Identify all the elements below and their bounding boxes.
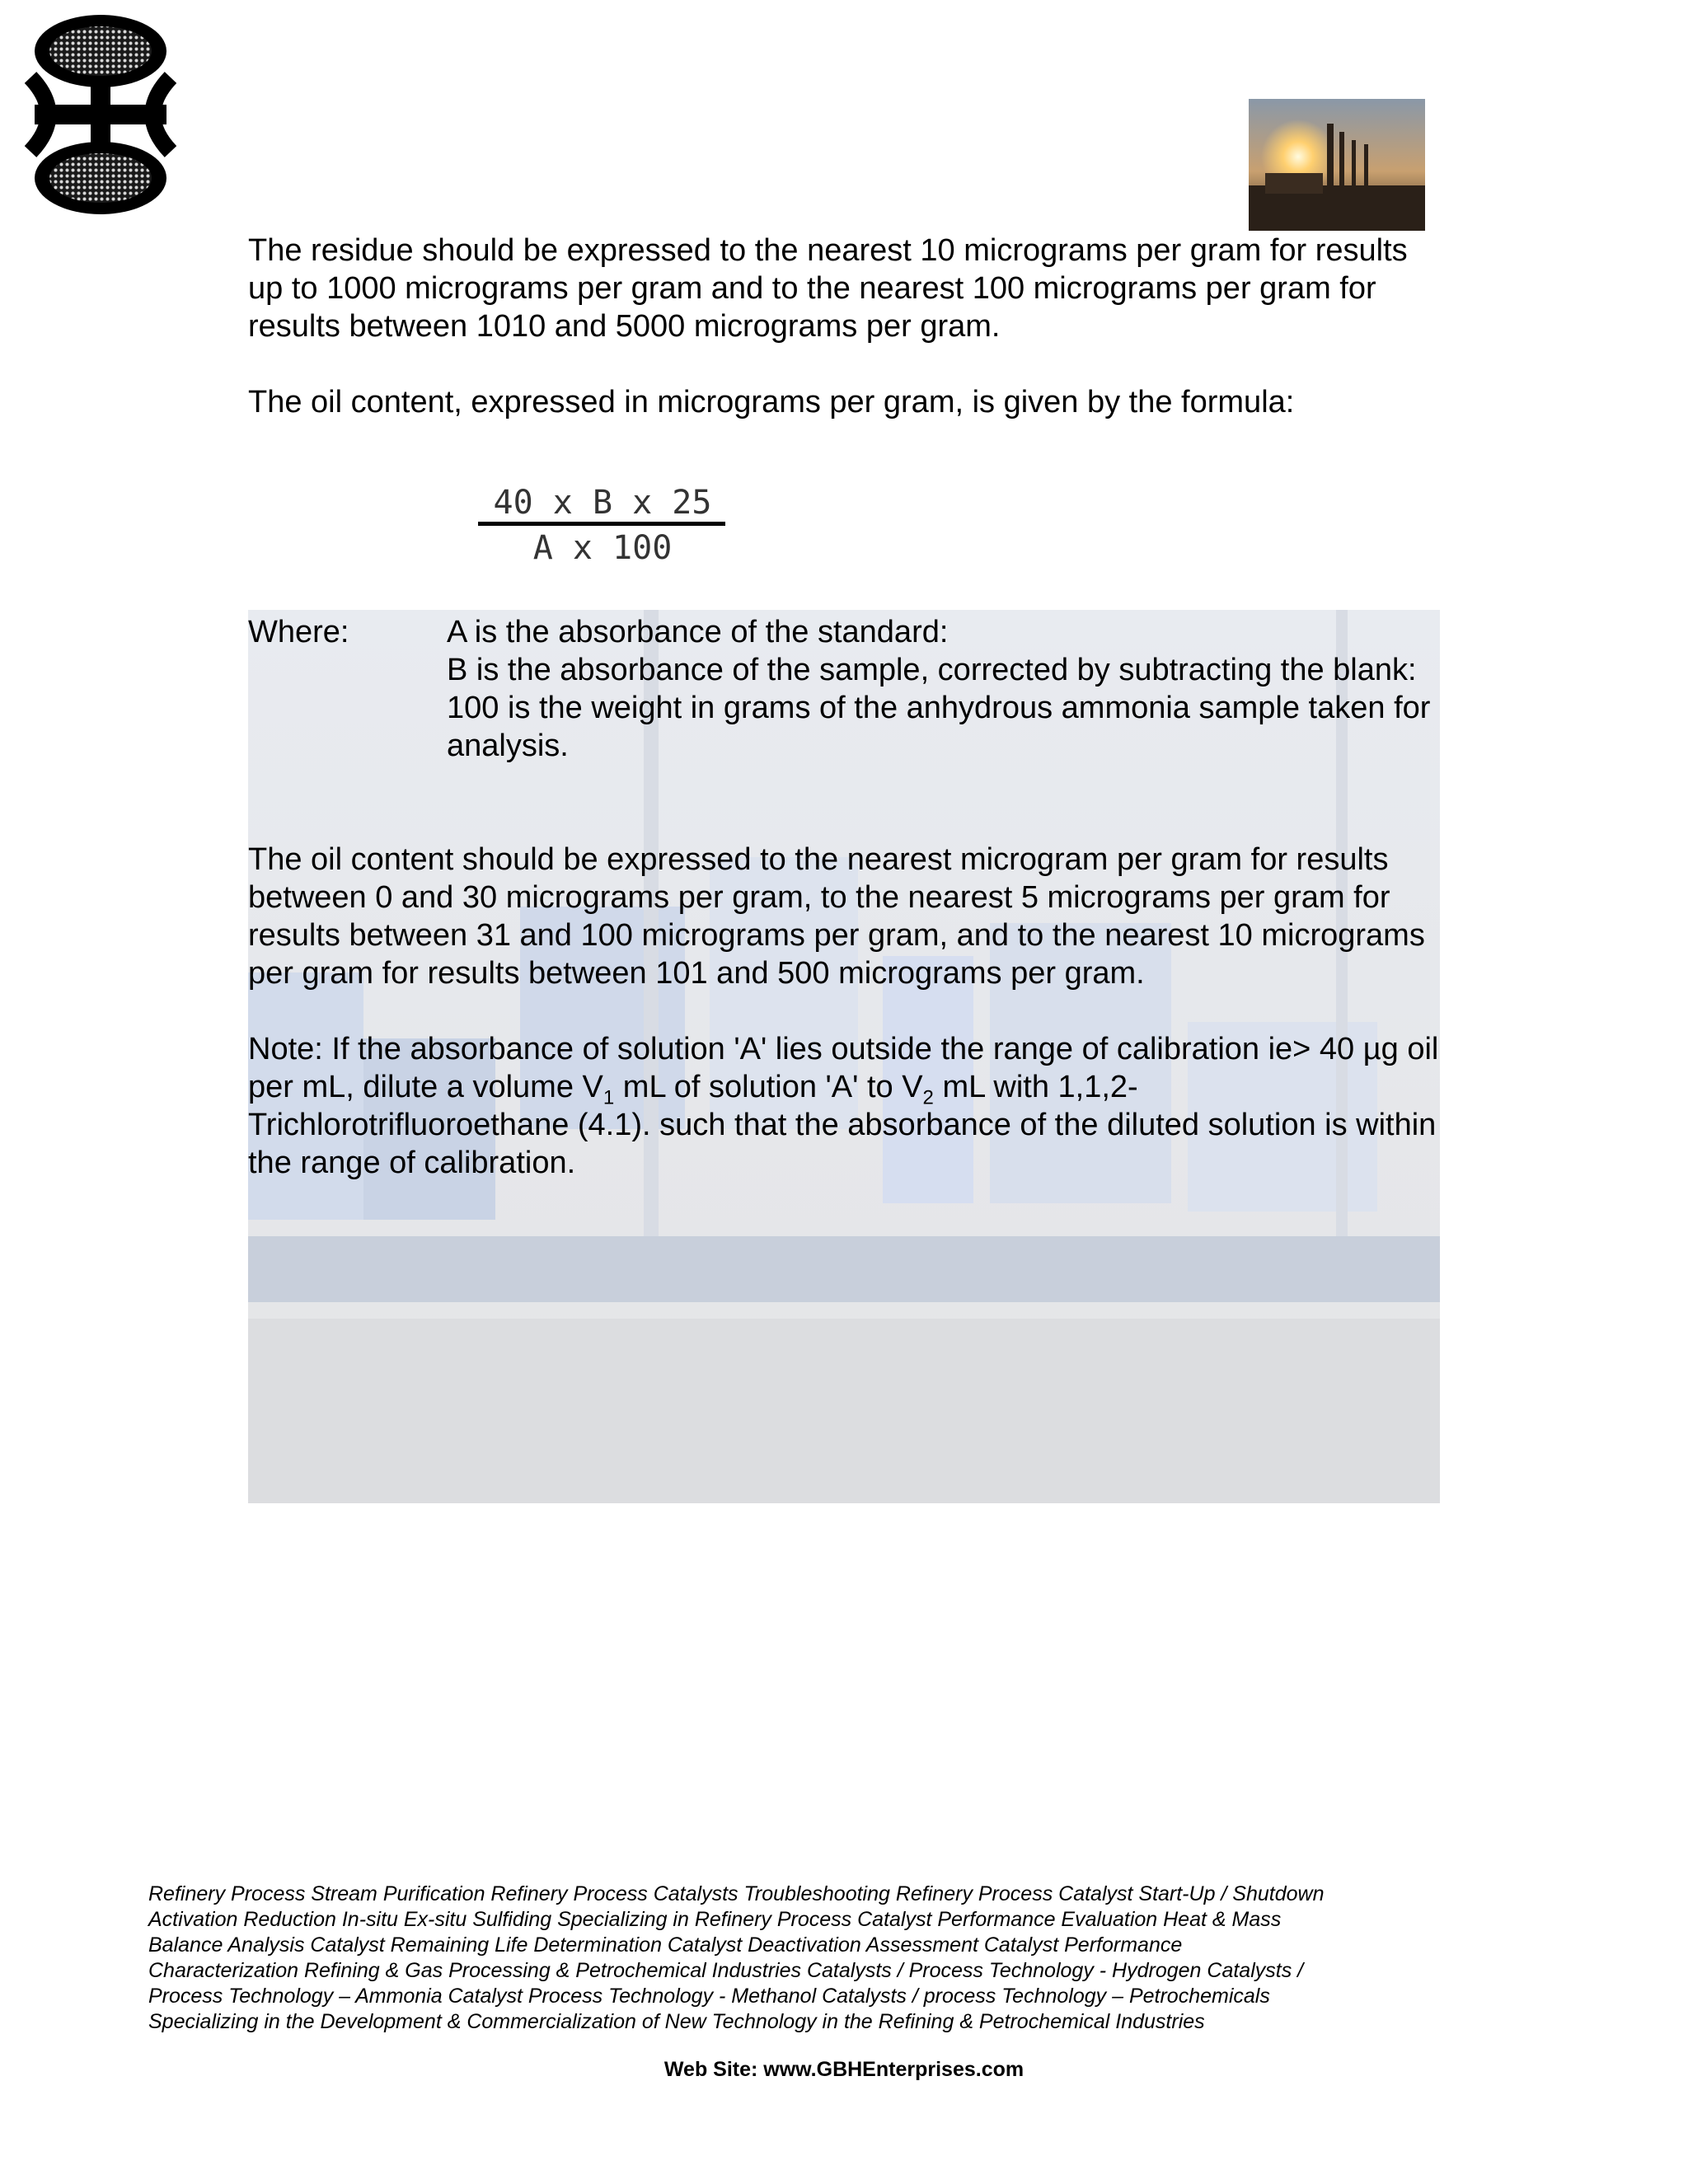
note-text-3: mL with 1,1,2-Trichlorotrifluoroethane (4.1). such that the absorbance of the diluted solution is within the range of calibration. bbox=[248, 1070, 1437, 1180]
formula-numerator: 40 x B x 25 bbox=[493, 484, 712, 522]
oil-content-rounding-paragraph: The oil content should be expressed to the nearest microgram per gram for results between 0 and 30 micrograms per gram, to the nearest 5 micrograms per gram for results between 31 and 100 micrograms per gram, and to the nearest 10 micrograms per gram for results between 101 and 500 micrograms per gram. bbox=[248, 842, 1425, 991]
definition-b: B is the absorbance of the sample, corrected by subtracting the blank: bbox=[447, 653, 1417, 687]
company-logo bbox=[18, 12, 183, 218]
definition-a: A is the absorbance of the standard: bbox=[447, 615, 949, 649]
refinery-sunset-photo bbox=[1249, 99, 1425, 231]
where-definitions bbox=[447, 613, 1444, 765]
note-text-2: mL of solution 'A' to V bbox=[614, 1070, 923, 1104]
note-subscript-1: 1 bbox=[603, 1086, 615, 1109]
note-text-1: Note: If the absorbance of solution 'A' lies outside the range of calibration ie> 40 µg oil per mL, dilute a volume V bbox=[248, 1032, 1439, 1104]
footer-website: Web Site: www.GBHEnterprises.com bbox=[663, 2058, 1025, 2081]
note-subscript-2: 2 bbox=[922, 1086, 934, 1109]
oil-content-formula bbox=[475, 483, 730, 574]
residue-paragraph: The residue should be expressed to the nearest 10 micrograms per gram for results up to 1000 micrograms per gram and to the nearest 100 micrograms per gram for results between 1010 and 5000 micrograms per gram. bbox=[248, 233, 1408, 344]
note-paragraph bbox=[248, 1030, 1440, 1182]
formula-denominator: A x 100 bbox=[532, 529, 673, 567]
footer-services-text: Refinery Process Stream Purification Refinery Process Catalysts Troubleshooting Refinery Process Catalyst Start-Up / Shutdown Activation Reduction In-situ Ex-situ Sulfiding Specializing in Refinery Process Catalyst Performance Evaluation Heat & Mass Balance Analysis Catalyst Remaining Life Determination Catalyst Deactivation Assessment Catalyst Performance Characterization Refining & Gas Processing & Petrochemical Industries Catalysts / Process Technology - Hydrogen Catalysts / Process Technology – Ammonia Catalyst Process Technology - Methanol Catalysts / process Technology – Petrochemicals Specializing in the Development & Commercialization of New Technology in the Refining & Petrochemical Industries bbox=[148, 1882, 1325, 2033]
formula-intro-paragraph: The oil content, expressed in micrograms per gram, is given by the formula: bbox=[248, 385, 1295, 419]
where-label: Where: bbox=[248, 615, 349, 649]
definition-100: 100 is the weight in grams of the anhydrous ammonia sample taken for analysis. bbox=[447, 691, 1431, 763]
formula-fraction-bar bbox=[478, 522, 725, 526]
